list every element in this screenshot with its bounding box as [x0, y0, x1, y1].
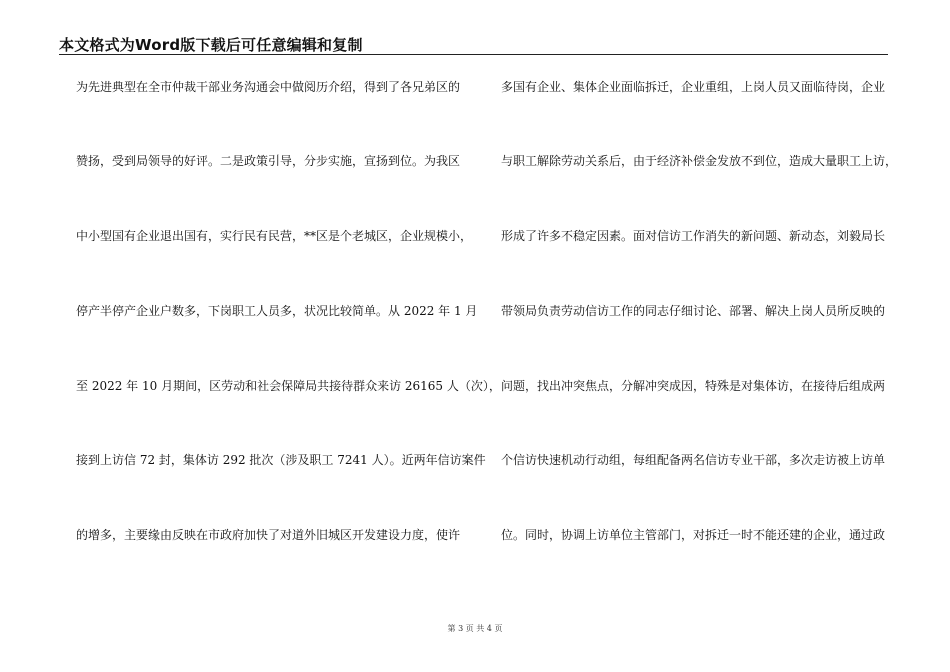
text-line: 赞扬，受到局领导的好评。二是政策引导，分步实施，宣扬到位。为我区 — [76, 154, 461, 168]
header-divider — [59, 54, 888, 55]
text-line: 为先进典型在全市仲裁干部业务沟通会中做阅历介绍，得到了各兄弟区的 — [76, 80, 461, 94]
text-line: 多国有企业、集体企业面临拆迁，企业重组，上岗人员又面临待岗，企业 — [501, 80, 886, 94]
text-line: 的增多，主要缘由反映在市政府加快了对道外旧城区开发建设力度，使许 — [76, 528, 461, 542]
page-number: 第 3 页 共 4 页 — [447, 624, 503, 633]
text-line: 问题，找出冲突焦点，分解冲突成因，特殊是对集体访，在接待后组成两 — [501, 379, 886, 393]
page-header-title: 本文格式为Word版下载后可任意编辑和复制 — [59, 36, 363, 54]
text-line: 个信访快速机动行动组，每组配备两名信访专业干部，多次走访被上访单 — [501, 453, 886, 467]
text-line: 至 2022 年 10 月期间，区劳动和社会保障局共接待群众来访 26165 人（次）， — [76, 379, 501, 393]
text-line: 位。同时，协调上访单位主管部门，对拆迁一时不能还建的企业，通过政 — [501, 528, 886, 542]
text-line: 中小型国有企业退出国有，实行民有民营，**区是个老城区，企业规模小， — [76, 229, 473, 243]
text-line: 与职工解除劳动关系后，由于经济补偿金发放不到位，造成大量职工上访， — [501, 154, 898, 168]
text-line: 形成了许多不稳定因素。面对信访工作消失的新问题、新动态，刘毅局长 — [501, 229, 886, 243]
text-line: 停产半停产企业户数多，下岗职工人员多，状况比较简单。从 2022 年 1 月 — [76, 304, 478, 318]
text-line: 带领局负责劳动信访工作的同志仔细讨论、部署、解决上岗人员所反映的 — [501, 304, 886, 318]
text-line: 接到上访信 72 封，集体访 292 批次（涉及职工 7241 人）。近两年信访案件 — [76, 453, 486, 467]
